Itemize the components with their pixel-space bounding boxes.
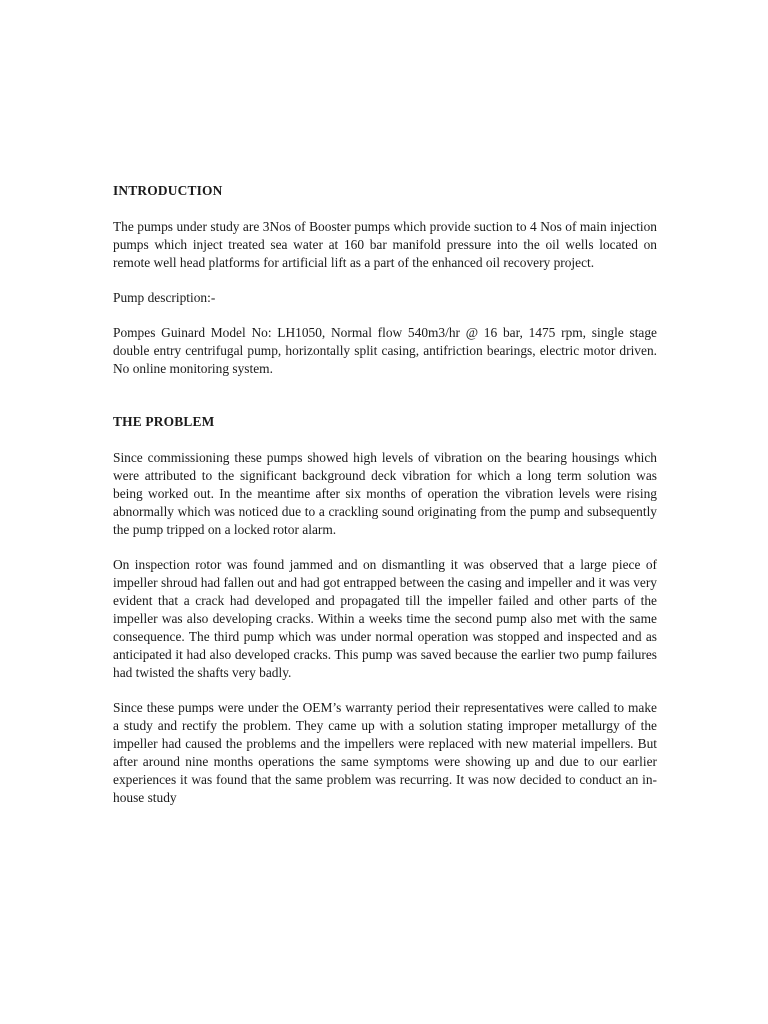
problem-paragraph-1: Since commissioning these pumps showed high levels of vibration on the bearing housings which were attributed to the significant background deck vibration for which a long term solution was being worked out. In the meantime after six months of operation the vibration levels were rising abnormally which was noticed due to a crackling sound originating from the pump and subsequently the pump tripped on a locked rotor alarm. [113, 450, 657, 537]
problem-paragraph-2: On inspection rotor was found jammed and on dismantling it was observed that a large piece of impeller shroud had fallen out and had got entrapped between the casing and impeller and it was very evident that a crack had developed and propagated till the impeller failed and other parts of the impeller was also developing cracks. Within a weeks time the second pump also met with the same consequence. The third pump which was under normal operation was stopped and inspected and as anticipated it had also developed cracks. This pump was saved because the earlier two pump failures had twisted the shafts very badly. [113, 557, 658, 680]
pump-description-paragraph: Pompes Guinard Model No: LH1050, Normal flow 540m3/hr @ 16 bar, 1475 rpm, single stage double entry centrifugal pump, horizontally split casing, antifriction bearings, electric motor driven. No online monitoring system. [113, 325, 657, 376]
intro-paragraph-1: The pumps under study are 3Nos of Booster pumps which provide suction to 4 Nos of main injection pumps which inject treated sea water at 160 bar manifold pressure into the oil wells located on remote well head platforms for artificial lift as a part of the enhanced oil recovery project. [113, 219, 657, 270]
problem-paragraph-3: Since these pumps were under the OEM’s warranty period their representatives were called to make a study and rectify the problem. They came up with a solution stating improper metallurgy of the impeller had caused the problems and the impellers were replaced with new material impellers. But after around nine months operations the same symptoms were showing up and due to our earlier experiences it was found that the same problem was recurring. It was now decided to conduct an in-house study [113, 700, 657, 805]
document-body [113, 182, 657, 807]
pump-description-label: Pump description:- [113, 290, 216, 305]
section-heading-problem: THE PROBLEM [113, 414, 215, 429]
section-heading-introduction: INTRODUCTION [113, 183, 223, 198]
